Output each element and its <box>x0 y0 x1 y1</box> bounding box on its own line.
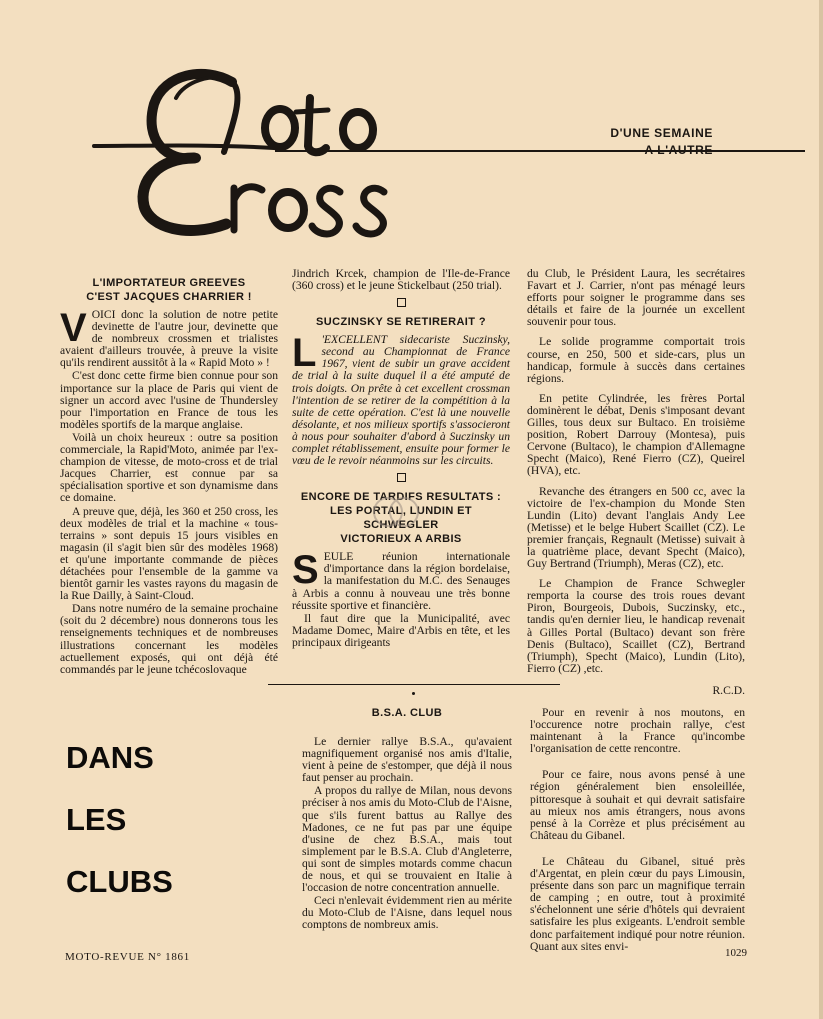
article-paragraph: Ceci n'enlevait évidemment rien au mérite du Moto-Club de l'Aisne, dans lequel nous comptons de nombreux amis. <box>302 894 512 932</box>
drop-cap: V <box>60 306 87 350</box>
article-paragraph: A propos du rallye de Milan, nous devons préciser à nos amis du Moto-Club de l'Aisne, que s'ils furent battus au Rallye des Madones, ce ne fut pas par une équipe d'usine de chez B.S.A., mais tout simplement par le B.S.A. Club d'Angleterre, qui sont de simples motards comme chacun de nous, et qui se trouvaient en Italie à l'occasion de notre concentration annuelle. <box>302 784 512 895</box>
article-paragraph: Pour en revenir à nos moutons, en l'occurence notre prochain rallye, c'est maintenant à la France qu'incombe l'organisation de cette rencontre. <box>530 706 745 756</box>
drop-cap: L <box>292 331 317 376</box>
article-paragraph: C'est donc cette firme bien connue pour son importance sur la place de Paris qui vient de signer un accord avec l'usine de Thundersley pour l'importation en France de tous les modèles sportifs de la marque anglaise. <box>60 369 278 431</box>
article-paragraph: Pour ce faire, nous avons pensé à une région généralement bien ensoleillée, pittoresque à souhait et qui devrait satisfaire au mieux nos amis étrangers, nous avons pensé à la Corrèze et plus précisément au Château du Gibanel. <box>530 768 745 842</box>
paragraph-text: OICI donc la solution de notre petite devinette de l'autre jour, devinette que de nombreux crossmen et trialistes avaient d'ailleurs trouvée, à preuve la visite qu'ils rendirent aussitôt à la « Rapid Moto » ! <box>60 308 278 370</box>
article-paragraph: Le solide programme comportait trois course, en 250, 500 et side-cars, plus un handicap, formule à succès dans certaines régions. <box>527 335 745 385</box>
paragraph-text: 'EXCELLENT sidecariste Suczinsky, second au Championnat de France 1967, vient de subir un grave accident de trial à la suite duquel il a été amputé de trois doigts. On prête à cet excellent crossman l'intention de se retirer de la compétition à la suite de cette opération. C'est là une nouvelle désolante, et nos milieux sportifs s'associeront à nous pour souhaiter d'abord à Suczinsky un complet rétablissement, ensuite pour former le vœu de le revoir néanmoins sur les circuits. <box>292 333 510 468</box>
article-paragraph: Le Champion de France Schwegler remporta la course des trois roues devant Piron, Bourgeois, Dubois, Suczinsky, etc., tandis qu'en dernier lieu, le handicap revenait à Gilles Portal (Bultaco) devant son frère Denis (Bultaco), Scaillet (CZ), Bertrand (Triumph), Specht (Maico), Lundin (Lito), Fierro (CZ) ,etc. <box>527 577 745 675</box>
article-paragraph: Revanche des étrangers en 500 cc, avec la victoire de l'ex-champion du Monde Sten Lundin (Lito) devant l'anglais Andy Lee (Metisse) et le belge Hubert Scaillet (CZ). Le premier français, Regnault (Metisse) suivait à la quatrième place, devant Specht (Maico), Guy Bertrand (Triumph), Meras (CZ), etc. <box>527 484 745 571</box>
title-line: L'IMPORTATEUR GREEVES <box>92 277 246 289</box>
clubs-title-line: CLUBS <box>66 864 173 899</box>
title-line: ENCORE DE TARDIFS RESULTATS : <box>300 491 502 504</box>
article-paragraph: Dans notre numéro de la semaine prochaine (soit du 2 décembre) nous donnerons tous les renseignements techniques et de nombreuses illustrations concernant les modèles actuellement exposés, qui ont déjà été commandés par le jeune tchécoslovaque <box>60 602 278 676</box>
drop-cap: S <box>292 548 319 593</box>
moto-cross-logo <box>84 62 444 242</box>
article-paragraph: En petite Cylindrée, les frères Portal dominèrent le débat, Denis s'imposant devant Gilles, tous deux sur Bultaco. En troisième position, Robert Darrouy (Montesa), puis Cervone (Bultaco), le champion d'Allemagne Specht (Maico), René Fierro (CZ), Queirel (HVA), etc. <box>527 391 745 478</box>
title-line: LES PORTAL, LUNDIN ET SCHWEGLER <box>329 505 473 532</box>
article-bsa-club <box>302 706 512 932</box>
article-paragraph: Voilà un choix heureux : outre sa position commerciale, la Rapid'Moto, animée par l'ex-champion de vitesse, de moto-cross et de trial Jacques Charrier, est connue par sa spécialisation sportive et son dynamisme dans ce domaine. <box>60 430 278 505</box>
clubs-section-rule <box>268 684 560 685</box>
article-paragraph: Jindrich Krcek, champion de l'Ile-de-France (360 cross) et le jeune Stickelbaut (250 trial). <box>292 267 510 293</box>
article-paragraph <box>60 306 278 370</box>
clubs-title-line: DANS <box>66 740 154 775</box>
page-number: 1029 <box>725 947 747 959</box>
article-title: B.S.A. CLUB <box>371 707 443 719</box>
library-stamp-icon <box>370 490 422 534</box>
article-greeves <box>60 276 278 676</box>
kicker-line: D'UNE SEMAINE <box>610 126 713 140</box>
title-line: C'EST JACQUES CHARRIER ! <box>86 291 252 303</box>
article-bsa-club-continued <box>530 707 745 953</box>
rule-dot <box>412 692 415 695</box>
article-paragraph: A preuve que, déjà, les 360 et 250 cross, les deux modèles de trial et la machine « tous-terrains » sont depuis 15 jours visibles en magasin (il s'agit bien sûr des modèles 1968) et qu'une importante commande de pièces détachées pour l'ensemble de la gamme va bientôt garnir les vastes rayons du magasin de la Rue Dailly, à Saint-Cloud. <box>60 504 278 603</box>
paragraph-text: EULE réunion internationale d'importance dans la région bordelaise, la manifestation du M.C. des Senauges à Arbis a connu à nouveau une très bonne réussite sportive et financière. <box>292 550 510 612</box>
magazine-issue: MOTO-REVUE N° 1861 <box>65 951 190 963</box>
section-separator-box <box>397 473 406 482</box>
article-paragraph: du Club, le Président Laura, les secrétaires Favart et J. Carrier, n'ont pas ménagé leurs efforts pour soigner le programme dans ses détails et faire de la journée un excellent souvenir pour tous. <box>527 267 745 329</box>
header-rule <box>275 150 805 152</box>
section-kicker <box>610 125 713 159</box>
article-title: SUCZINSKY SE RETIRERAIT ? <box>316 316 486 329</box>
title-line: VICTORIEUX A ARBIS <box>340 533 462 546</box>
column-right <box>527 268 745 697</box>
section-separator-box <box>397 298 406 307</box>
page-edge-shadow <box>819 0 823 1019</box>
article-signature: R.C.D. <box>712 683 745 697</box>
clubs-title-line: LES <box>66 802 127 837</box>
column-middle <box>292 268 510 649</box>
article-paragraph <box>292 548 510 612</box>
article-paragraph: Il faut dire que la Municipalité, avec Madame Domec, Maire d'Arbis en tête, et les principaux dirigeants <box>292 611 510 649</box>
article-title <box>60 276 278 304</box>
kicker-line: A L'AUTRE <box>644 143 713 157</box>
article-paragraph <box>292 331 510 468</box>
article-paragraph: Le Château du Gibanel, situé près d'Argentat, en plein cœur du pays Limousin, présente dans son parc un magnifique terrain de camping ; en outre, tout à proximité s'échelonnent une série d'hôtels qui devraient satisfaire les plus exigeants. L'endroit semble donc parfaitement indiqué pour notre réunion. Quant aux sites envi- <box>530 854 745 953</box>
article-paragraph: Le dernier rallye B.S.A., qu'avaient magnifiquement organisé nos amis d'Italie, vient à peine de s'estomper, que déjà il nous faut penser au prochain. <box>302 735 512 785</box>
